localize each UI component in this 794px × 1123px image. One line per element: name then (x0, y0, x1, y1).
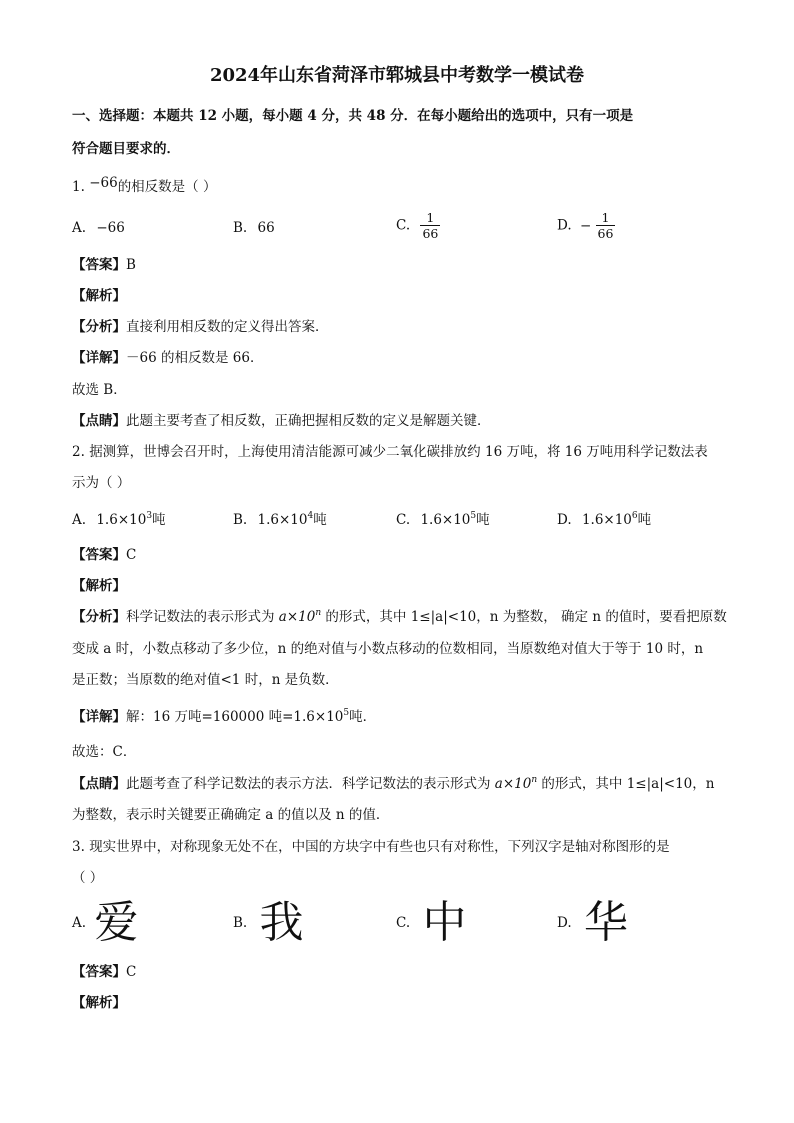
xiangjie-text-cont: 吨． (349, 709, 377, 725)
q2-conclusion: 故选：C． (72, 744, 137, 760)
fenxi-text: 直接利用相反数的定义得出答案． (126, 319, 329, 335)
q2-analysis-tag: 【解析】 (72, 578, 126, 594)
q1-analysis-tag: 【解析】 (72, 288, 126, 304)
question-3-stem-line2: （ ） (72, 870, 104, 886)
question-3-stem-line1 (72, 838, 670, 856)
question-number: 1. (72, 179, 85, 195)
option-character: 我 (259, 897, 304, 948)
fenxi-text: 科学记数法的表示形式为 (126, 609, 279, 625)
option-character: 中 (422, 897, 467, 948)
xiangjie-exponent: 5 (343, 708, 350, 718)
option-label: C. (396, 217, 411, 234)
sci-form: a×10 (494, 776, 532, 792)
option-label: D. (557, 217, 572, 234)
page-title: 2024年山东省菏泽市郓城县中考数学一模试卷 (209, 65, 585, 86)
answer-tag: 【答案】 (72, 547, 126, 563)
option-label: C. (396, 512, 411, 528)
q2-option-d[interactable] (557, 511, 651, 529)
dianjing-text: 此题考查了科学记数法的表示方法．科学记数法的表示形式为 (126, 776, 495, 792)
option-base: 1.6×10 (257, 512, 308, 528)
option-base: 1.6×10 (581, 512, 632, 528)
q2-fenxi-line2: 变成 a 时，小数点移动了多少位，n 的绝对值与小数点移动的位数相同，当原数绝对值大于等于 10 时，n (72, 641, 704, 657)
option-label: A. (72, 220, 87, 236)
q1-answer (72, 256, 136, 274)
q1-option-c[interactable] (396, 210, 440, 241)
option-label: C. (396, 915, 411, 931)
question-3-text: 现实世界中，对称现象无处不在，中国的方块字中有些也只有对称性，下列汉字是轴对称图形的是 (89, 839, 670, 855)
option-label: A. (72, 915, 87, 931)
xiangjie-text: －66 的相反数是 66． (126, 350, 264, 366)
option-character: 华 (583, 897, 628, 948)
q1-fenxi (72, 318, 329, 336)
answer-value: C (126, 964, 137, 980)
option-value: 66 (257, 220, 275, 236)
q2-fenxi-line1 (72, 608, 727, 626)
fenxi-tag: 【分析】 (72, 609, 126, 625)
q2-dianjing-line2: 为整数，表示时关键要正确确定 a 的值以及 n 的值． (72, 807, 390, 823)
option-base: 1.6×10 (96, 512, 147, 528)
question-2-stem-line2: 示为（ ） (72, 475, 131, 491)
question-1-text: 的相反数是（ ） (117, 179, 217, 195)
section-heading-line1: 一、选择题：本题共 12 小题，每小题 4 分，共 48 分．在每小题给出的选项中，只有一项是 (72, 108, 634, 124)
option-unit: 吨 (152, 512, 166, 528)
question-2-text: 据测算，世博会召开时，上海使用清洁能源可减少二氧化碳排放约 16 万吨，将 16 万吨用科学记数法表 (89, 444, 708, 460)
section-heading-line2: 符合题目要求的． (72, 141, 180, 157)
xiangjie-text: 解：16 万吨=160000 吨=1.6×10 (126, 709, 344, 725)
option-exponent: 4 (307, 511, 314, 521)
q1-option-b[interactable] (233, 219, 275, 237)
option-exponent: 6 (631, 511, 638, 521)
q2-fenxi-line3: 是正数；当原数的绝对值<1 时，n 是负数． (72, 672, 339, 688)
question-number: 3. (72, 839, 85, 855)
option-exponent: 5 (470, 511, 477, 521)
option-label: D. (557, 512, 572, 528)
q2-option-a[interactable] (72, 511, 166, 529)
fraction-numerator: 1 (420, 210, 440, 226)
q3-option-a[interactable] (72, 898, 138, 948)
dianjing-tag: 【点睛】 (72, 413, 126, 429)
dianjing-text: 此题主要考查了相反数，正确把握相反数的定义是解题关键． (126, 413, 491, 429)
xiangjie-tag: 【详解】 (72, 709, 126, 725)
option-sign: − (579, 217, 592, 234)
q1-conclusion: 故选 B． (72, 382, 127, 398)
option-character: 爱 (94, 897, 139, 948)
question-number: 2. (72, 444, 85, 460)
q2-xiangjie (72, 708, 376, 726)
sci-form-exponent: n (531, 775, 538, 785)
question-2-stem-line1 (72, 443, 708, 461)
option-fraction (596, 210, 616, 241)
q1-option-d[interactable] (557, 210, 615, 241)
option-value: −66 (96, 220, 125, 236)
option-exponent: 3 (146, 511, 153, 521)
answer-tag: 【答案】 (72, 257, 126, 273)
option-label: D. (557, 915, 572, 931)
option-unit: 吨 (313, 512, 327, 528)
fraction-numerator: 1 (596, 210, 616, 226)
question-1-math: −66 (89, 175, 118, 191)
fenxi-text-cont: 的形式，其中 1≤|a|<10，n 为整数， 确定 n 的值时，要看把原数 (321, 609, 727, 625)
fraction-denominator: 66 (422, 226, 439, 241)
q3-answer (72, 963, 136, 981)
fraction-denominator: 66 (597, 226, 614, 241)
option-fraction (420, 210, 440, 241)
option-unit: 吨 (637, 512, 652, 528)
q1-option-a[interactable] (72, 219, 125, 237)
q3-option-d[interactable] (557, 898, 628, 948)
answer-value: C (126, 547, 137, 563)
q1-xiangjie (72, 349, 263, 367)
q3-option-c[interactable] (396, 898, 466, 948)
option-label: B. (233, 220, 248, 236)
option-label: B. (233, 512, 248, 528)
q3-option-b[interactable] (233, 898, 304, 948)
fenxi-tag: 【分析】 (72, 319, 126, 335)
option-base: 1.6×10 (420, 512, 471, 528)
xiangjie-tag: 【详解】 (72, 350, 126, 366)
option-unit: 吨 (476, 512, 490, 528)
sci-form: a×10 (278, 609, 316, 625)
dianjing-text-cont: 的形式，其中 1≤|a|<10，n (537, 776, 715, 792)
q3-analysis-tag: 【解析】 (72, 995, 126, 1011)
sci-form-exponent: n (315, 608, 322, 618)
q1-dianjing (72, 412, 491, 430)
answer-value: B (126, 257, 136, 273)
option-label: A. (72, 512, 87, 528)
dianjing-tag: 【点睛】 (72, 776, 126, 792)
q2-option-b[interactable] (233, 511, 327, 529)
answer-tag: 【答案】 (72, 964, 126, 980)
question-1-stem (72, 175, 217, 196)
q2-dianjing-line1 (72, 775, 714, 793)
q2-answer (72, 546, 136, 564)
option-label: B. (233, 915, 248, 931)
q2-option-c[interactable] (396, 511, 490, 529)
